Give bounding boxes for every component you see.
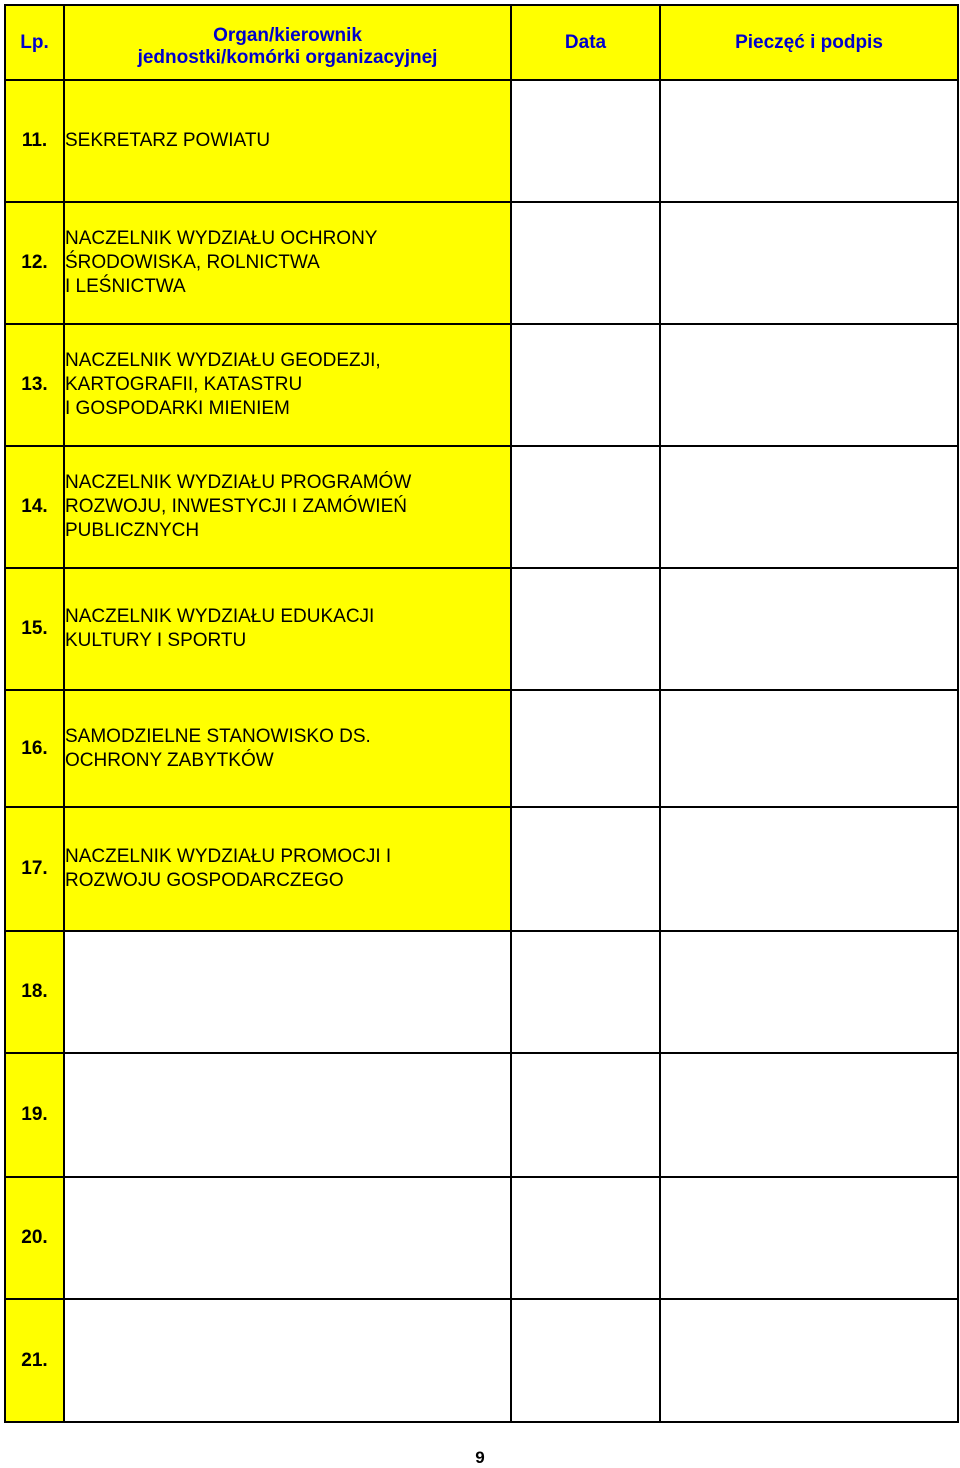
organ-name-line: PUBLICZNYCH [65,520,200,541]
table-row [5,568,958,690]
organ-name-line: SAMODZIELNE STANOWISKO DS. [65,725,371,747]
table-row [5,202,958,324]
date-cell[interactable] [511,1299,660,1422]
table-row [5,1053,958,1177]
table-row [5,1177,958,1299]
date-cell[interactable] [511,690,660,807]
date-cell[interactable] [511,1177,660,1299]
row-number: 20. [5,1177,64,1299]
organ-name-cell [64,807,511,931]
organ-name-cell [64,931,511,1053]
row-number: 14. [5,446,64,568]
row-number: 21. [5,1299,64,1422]
organ-name-line: ROZWOJU GOSPODARCZEGO [65,870,344,891]
organ-name-line: I GOSPODARKI MIENIEM [65,398,290,419]
organ-name-line: I LEŚNICTWA [65,276,186,297]
organ-name-cell [64,324,511,446]
header-organ-line1: Organ/kierownik [213,24,362,46]
row-number: 11. [5,80,64,202]
organ-name-line: NACZELNIK WYDZIAŁU OCHRONY [65,228,378,249]
organ-name-line: KULTURY I SPORTU [65,630,247,651]
date-cell[interactable] [511,807,660,931]
stamp-signature-cell[interactable] [660,446,958,568]
organ-name-line: SEKRETARZ POWIATU [65,130,271,151]
date-cell[interactable] [511,931,660,1053]
date-cell[interactable] [511,446,660,568]
organ-name-cell [64,1053,511,1177]
organ-name-line: ROZWOJU, INWESTYCJI I ZAMÓWIEŃ [65,496,407,517]
row-number: 19. [5,1053,64,1177]
organ-name-line: NACZELNIK WYDZIAŁU PROGRAMÓW [65,472,412,493]
organ-name-cell [64,446,511,568]
stamp-signature-cell[interactable] [660,931,958,1053]
header-lp: Lp. [5,5,64,80]
organ-name-line: NACZELNIK WYDZIAŁU PROMOCJI I [65,846,392,867]
organ-name-line: ŚRODOWISKA, ROLNICTWA [65,252,320,273]
stamp-signature-cell[interactable] [660,690,958,807]
header-organ-line2: jednostki/komórki organizacyjnej [137,46,438,68]
organ-name-cell [64,202,511,324]
row-number: 16. [5,690,64,807]
header-stamp: Pieczęć i podpis [660,5,958,80]
table-row [5,807,958,931]
organ-name-cell [64,1299,511,1422]
page-number: 9 [475,1448,485,1467]
organ-name-cell [64,690,511,807]
table-row [5,690,958,807]
row-number: 15. [5,568,64,690]
table-row [5,446,958,568]
table-row [5,1299,958,1422]
date-cell[interactable] [511,324,660,446]
header-date: Data [511,5,660,80]
stamp-signature-cell[interactable] [660,807,958,931]
row-number: 17. [5,807,64,931]
stamp-signature-cell[interactable] [660,202,958,324]
organ-name-line: NACZELNIK WYDZIAŁU GEODEZJI, [65,350,381,371]
stamp-signature-cell[interactable] [660,324,958,446]
row-number: 12. [5,202,64,324]
table-row [5,931,958,1053]
date-cell[interactable] [511,202,660,324]
table-row [5,324,958,446]
date-cell[interactable] [511,1053,660,1177]
stamp-signature-cell[interactable] [660,1053,958,1177]
organ-name-cell [64,568,511,690]
row-number: 18. [5,931,64,1053]
stamp-signature-cell[interactable] [660,1177,958,1299]
organ-name-cell [64,1177,511,1299]
organ-name-line: KARTOGRAFII, KATASTRU [65,374,303,395]
organ-name-line: OCHRONY ZABYTKÓW [65,749,274,771]
header-organ [64,5,511,80]
organ-name-line: NACZELNIK WYDZIAŁU EDUKACJI [65,606,375,627]
header-row [5,5,958,80]
approval-table [4,4,959,1423]
date-cell[interactable] [511,80,660,202]
stamp-signature-cell[interactable] [660,80,958,202]
row-number: 13. [5,324,64,446]
organ-name-cell [64,80,511,202]
stamp-signature-cell[interactable] [660,568,958,690]
date-cell[interactable] [511,568,660,690]
table-row [5,80,958,202]
stamp-signature-cell[interactable] [660,1299,958,1422]
